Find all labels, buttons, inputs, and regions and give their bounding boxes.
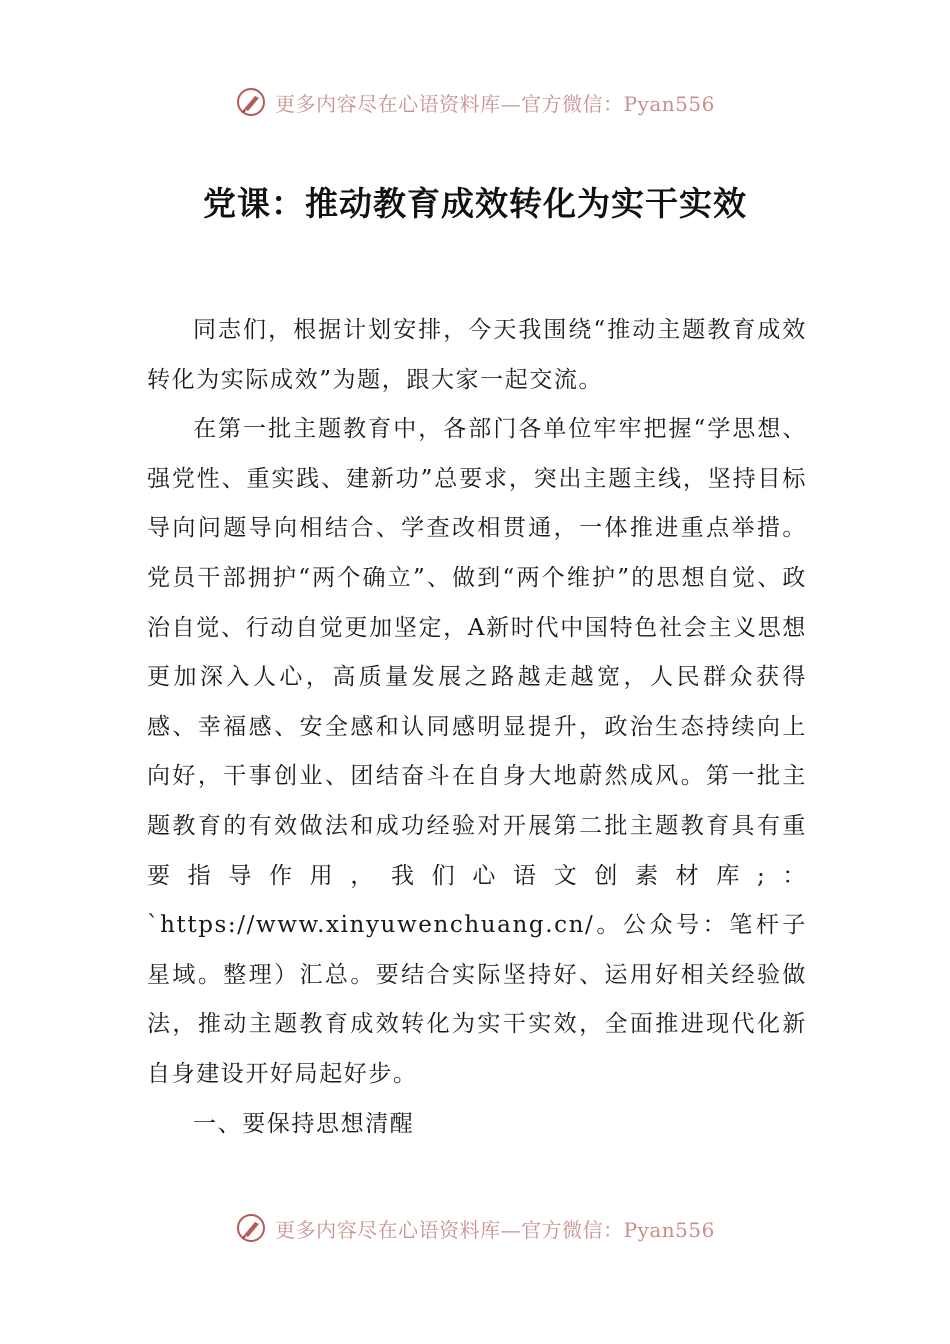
watermark-text: 更多内容尽在心语资料库—官方微信：Pyan556 bbox=[275, 1217, 715, 1242]
pen-nib-logo-icon bbox=[235, 1212, 267, 1244]
paragraph: 在第一批主题教育中，各部门各单位牢牢把握“学思想、强党性、重实践、建新功”总要求，突出主题主线，坚持目标导向问题导向相结合、学查改相贯通，一体推进重点举措。党员干部拥护“两个确立”、做到“两个维护”的思想自觉、政治自觉、行动自觉更加坚定，A新时代中国特色社会主义思想更加深入人心，高质量发展之路越走越宽，人民群众获得感、幸福感、安全感和认同感明显提升，政治生态持续向上向好，干事创业、团结奋斗在自身大地蔚然成风。第一批主题教育的有效做法和成功经验对开展第二批主题教育具有重要指导作用，我们心语文创素材库;：`https://www.xinyuwenchuang.cn/。公众号：笔杆子星域。整理）汇总。要结合实际坚持好、运用好相关经验做法，推动主题教育成效转化为实干实效，全面推进现代化新自身建设开好局起好步。 bbox=[147, 416, 807, 1087]
watermark-text: 更多内容尽在心语资料库—官方微信：Pyan556 bbox=[275, 91, 715, 116]
section-heading: 一、要保持思想清醒 bbox=[193, 1110, 415, 1137]
pen-nib-logo-icon bbox=[235, 86, 267, 118]
paragraph: 同志们，根据计划安排，今天我围绕“推动主题教育成效转化为实际成效”为题，跟大家一起交流。 bbox=[147, 317, 807, 393]
header-watermark bbox=[0, 86, 950, 118]
document-title: 党课：推动教育成效转化为实干实效 bbox=[203, 184, 747, 223]
footer-watermark bbox=[0, 1212, 950, 1244]
document-body bbox=[147, 306, 807, 1149]
